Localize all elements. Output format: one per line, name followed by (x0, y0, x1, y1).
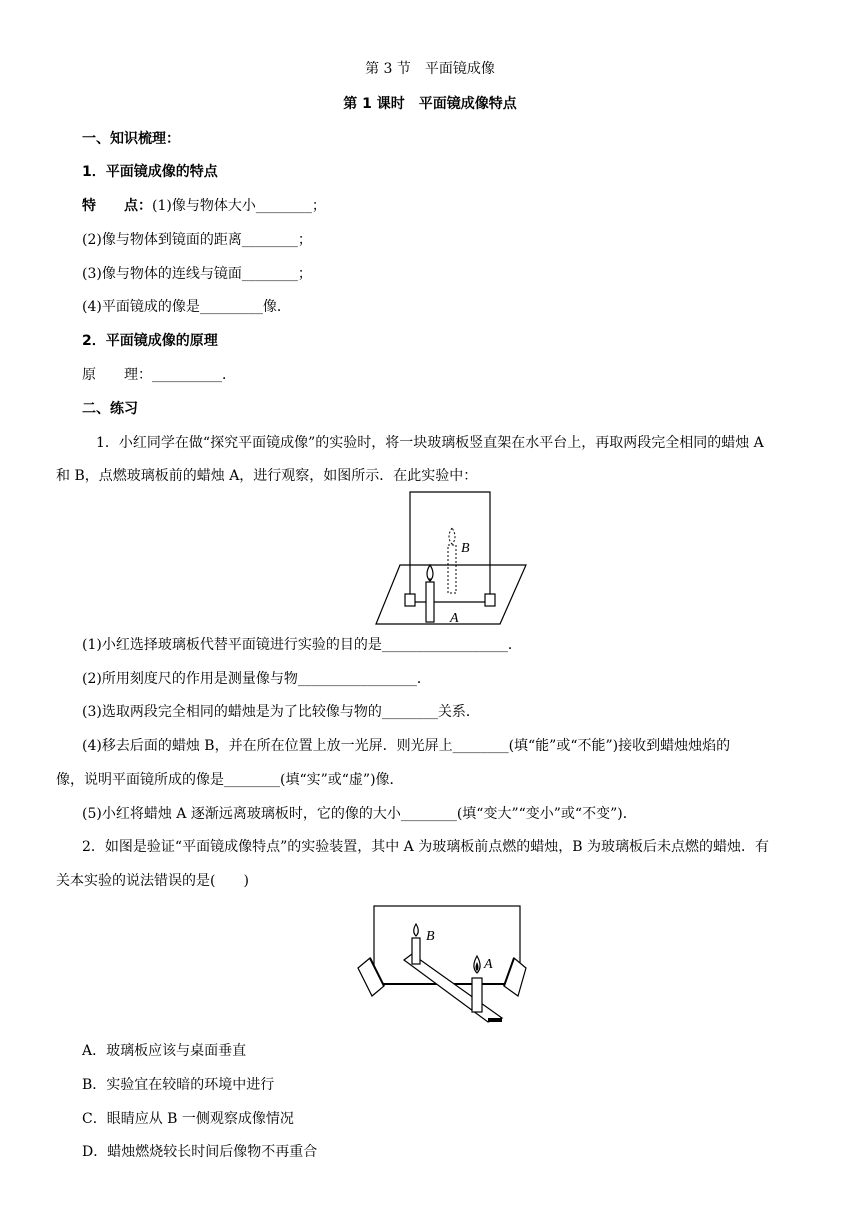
part2-heading: 二、练习 (82, 401, 138, 417)
features-line1 (82, 197, 326, 215)
feature-3: (3)像与物体的连线与镜面________； (82, 266, 312, 282)
q1-sub3: (3)选取两段完全相同的蜡烛是为了比较像与物的________关系． (82, 704, 480, 720)
q1-figure (370, 490, 530, 630)
feature-4: (4)平面镜成的像是_________像． (82, 299, 291, 315)
q2-figure (354, 902, 534, 1028)
principle-text: 原 理：__________． (82, 367, 236, 383)
q2-stem-line2: 关本实验的说法错误的是( ) (56, 873, 249, 889)
item1-heading: 1．平面镜成像的特点 (82, 164, 218, 180)
feature-1: (1)像与物体大小________； (152, 198, 326, 214)
q1-figure-label-a: A (450, 611, 459, 626)
q2-figure-label-b: B (426, 929, 435, 944)
q2-stem-line1: 2．如图是验证“平面镜成像特点”的实验装置，其中 A 为玻璃板前点燃的蜡烛，B 为玻璃板后未点燃的蜡烛．有 (82, 839, 769, 855)
q2-option-b: B．实验宜在较暗的环境中进行 (82, 1077, 275, 1093)
feature-2: (2)像与物体到镜面的距离________； (82, 232, 312, 248)
part1-heading: 一、知识梳理： (82, 131, 180, 147)
q1-sub2: (2)所用刻度尺的作用是测量像与物_________________． (82, 671, 431, 687)
lesson-title: 第 1 课时 平面镜成像特点 (343, 96, 517, 112)
q1-sub5: (5)小红将蜡烛 A 逐渐远离玻璃板时，它的像的大小________(填“变大”“变小”或“不变”)． (82, 806, 637, 822)
q2-option-d: D．蜡烛燃烧较长时间后像物不再重合 (82, 1144, 318, 1160)
q1-sub1: (1)小红选择玻璃板代替平面镜进行实验的目的是__________________． (82, 637, 522, 653)
q2-option-c: C．眼睛应从 B 一侧观察成像情况 (82, 1111, 294, 1127)
principle-line (82, 366, 236, 384)
q1-stem-line2: 和 B，点燃玻璃板前的蜡烛 A，进行观察，如图所示．在此实验中： (56, 468, 478, 484)
features-label: 特 点： (82, 198, 152, 214)
q1-sub4-line2: 像，说明平面镜所成的像是________(填“实”或“虚”)像． (56, 772, 404, 788)
item2-heading: 2．平面镜成像的原理 (82, 333, 218, 349)
q1-figure-label-b: B (461, 541, 470, 556)
q1-sub4-line1: (4)移去后面的蜡烛 B，并在所在位置上放一光屏．则光屏上________(填“能”或“不能”)接收到蜡烛烛焰的 (82, 738, 731, 754)
q2-option-a: A．玻璃板应该与桌面垂直 (82, 1043, 247, 1059)
section-title: 第 3 节 平面镜成像 (365, 61, 495, 77)
q1-stem-line1: 1．小红同学在做“探究平面镜成像”的实验时，将一块玻璃板竖直架在水平台上，再取两段完全相同的蜡烛 A (96, 435, 764, 451)
q2-figure-label-a: A (484, 957, 493, 972)
